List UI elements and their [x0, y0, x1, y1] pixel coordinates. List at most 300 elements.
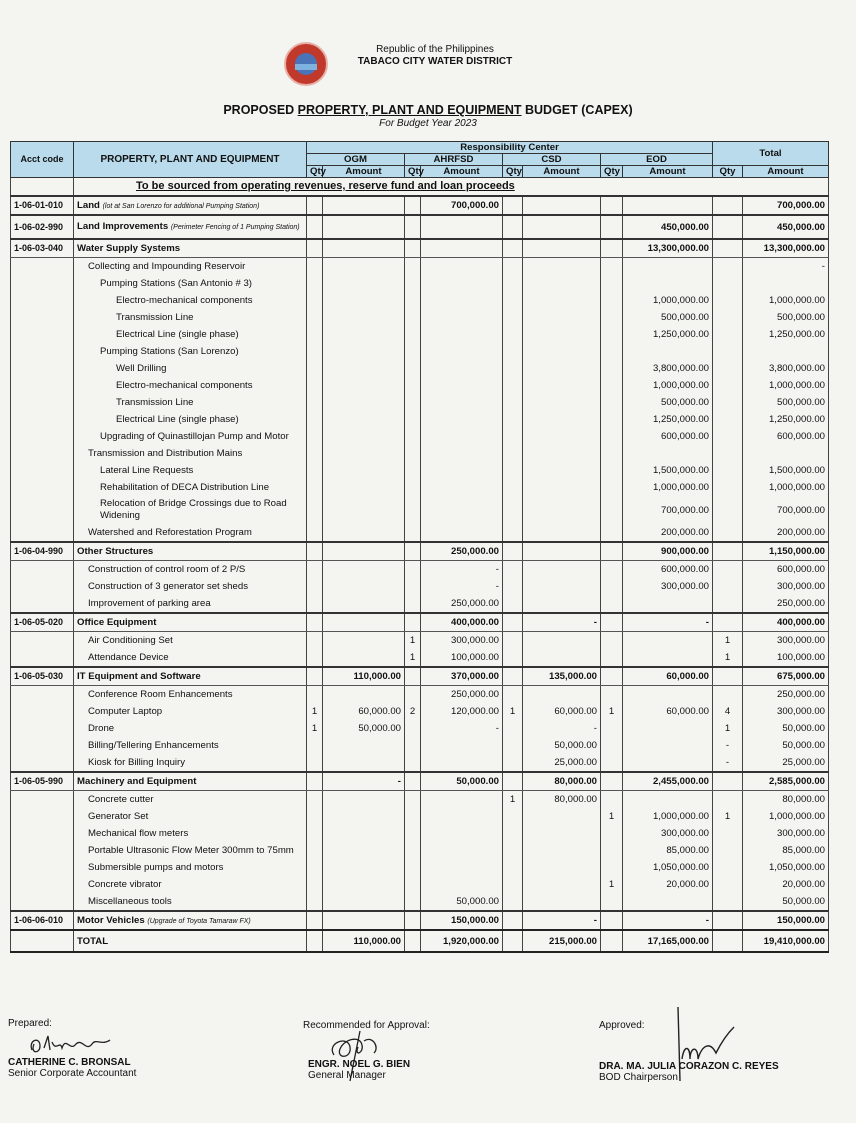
qty-cell: [307, 196, 323, 215]
qty-cell: [503, 772, 523, 791]
amount-cell: 13,300,000.00: [623, 239, 713, 258]
line-item-row: [11, 343, 829, 360]
qty-cell: [503, 496, 523, 524]
line-item-row: [11, 595, 829, 613]
qty-cell: [503, 632, 523, 650]
amount-cell: [623, 595, 713, 613]
amount-cell: [421, 326, 503, 343]
qty-cell: 1: [713, 649, 743, 667]
qty-cell: [405, 561, 421, 579]
qty-cell: [405, 496, 421, 524]
line-item-row: [11, 309, 829, 326]
qty-cell: [503, 667, 523, 686]
qty-cell: [713, 825, 743, 842]
account-code: [11, 479, 74, 496]
amount-cell: 200,000.00: [623, 524, 713, 542]
qty-cell: [405, 360, 421, 377]
line-item-row: [11, 496, 829, 524]
qty-cell: [713, 842, 743, 859]
qty-cell: [713, 196, 743, 215]
amount-cell: 1,000,000.00: [623, 377, 713, 394]
org-name: TABACO CITY WATER DISTRICT: [357, 56, 513, 67]
approved-position: BOD Chairperson: [599, 1072, 678, 1083]
amount-cell: 50,000.00: [743, 737, 829, 754]
account-code: [11, 876, 74, 893]
qty-cell: [713, 428, 743, 445]
qty-cell: [601, 772, 623, 791]
qty-cell: [405, 667, 421, 686]
item-name: Portable Ultrasonic Flow Meter 300mm to 75mm: [74, 842, 307, 859]
amount-cell: [523, 239, 601, 258]
qty-cell: [503, 542, 523, 561]
qty-cell: [405, 258, 421, 276]
qty-cell: [601, 825, 623, 842]
qty-cell: [713, 275, 743, 292]
amount-cell: 675,000.00: [743, 667, 829, 686]
qty-cell: [405, 239, 421, 258]
amount-cell: [323, 360, 405, 377]
amount-cell: 300,000.00: [743, 578, 829, 595]
approved-signatory: [599, 1061, 779, 1083]
qty-cell: 1: [601, 876, 623, 893]
qty-cell: [307, 561, 323, 579]
amount-cell: [421, 445, 503, 462]
qty-cell: [307, 578, 323, 595]
qty-cell: [307, 343, 323, 360]
qty-cell: [307, 524, 323, 542]
category-name: Office Equipment: [77, 617, 157, 628]
amount-cell: [623, 737, 713, 754]
qty-cell: [601, 275, 623, 292]
qty-cell: [601, 462, 623, 479]
qty-cell: [307, 613, 323, 632]
amount-cell: 500,000.00: [743, 394, 829, 411]
line-item-row: [11, 720, 829, 737]
amount-cell: [421, 737, 503, 754]
qty-cell: [601, 613, 623, 632]
qty-cell: [307, 445, 323, 462]
amount-cell: [523, 595, 601, 613]
amount-cell: [421, 428, 503, 445]
amount-cell: [421, 292, 503, 309]
qty-cell: 2: [405, 703, 421, 720]
amount-cell: 60,000.00: [623, 667, 713, 686]
qty-cell: [503, 524, 523, 542]
qty-cell: 1: [307, 703, 323, 720]
document-subtitle: For Budget Year 2023: [379, 118, 477, 129]
funding-source-text: To be sourced from operating revenues, reserve fund and loan proceeds: [136, 180, 515, 192]
qty-cell: [405, 911, 421, 930]
qty-cell: [601, 479, 623, 496]
amount-cell: [523, 578, 601, 595]
qty-cell: [405, 309, 421, 326]
amount-cell: [421, 462, 503, 479]
amount-cell: 1,000,000.00: [743, 808, 829, 825]
line-item-row: [11, 703, 829, 720]
amount-cell: [523, 462, 601, 479]
qty-cell: [405, 524, 421, 542]
line-item-row: [11, 876, 829, 893]
item-name: Concrete vibrator: [74, 876, 307, 893]
qty-cell: [503, 258, 523, 276]
amount-cell: [523, 292, 601, 309]
amount-cell: [323, 428, 405, 445]
line-item-row: [11, 445, 829, 462]
account-code: [11, 462, 74, 479]
qty-cell: [307, 275, 323, 292]
qty-cell: [405, 772, 421, 791]
qty-cell: 1: [713, 720, 743, 737]
header-amount: Amount: [523, 166, 601, 178]
total-amount-cell: 1,920,000.00: [421, 930, 503, 952]
amount-cell: 250,000.00: [743, 595, 829, 613]
amount-cell: [323, 394, 405, 411]
amount-cell: [323, 462, 405, 479]
amount-cell: [323, 842, 405, 859]
qty-cell: [307, 542, 323, 561]
amount-cell: 700,000.00: [623, 496, 713, 524]
qty-cell: [503, 479, 523, 496]
category-row: [11, 772, 829, 791]
total-amount-cell: 215,000.00: [523, 930, 601, 952]
qty-cell: [601, 411, 623, 428]
qty-cell: [601, 911, 623, 930]
qty-cell: [503, 239, 523, 258]
qty-cell: [601, 842, 623, 859]
amount-cell: [623, 196, 713, 215]
amount-cell: 50,000.00: [743, 720, 829, 737]
amount-cell: 1,000,000.00: [623, 808, 713, 825]
item-name: Pumping Stations (San Lorenzo): [74, 343, 307, 360]
qty-cell: [713, 578, 743, 595]
amount-cell: [323, 215, 405, 239]
capex-table: [10, 141, 829, 953]
qty-cell: [601, 445, 623, 462]
amount-cell: 2,455,000.00: [623, 772, 713, 791]
amount-cell: [323, 326, 405, 343]
header-amount: Amount: [421, 166, 503, 178]
qty-cell: [713, 239, 743, 258]
qty-cell: [713, 258, 743, 276]
item-name: Transmission and Distribution Mains: [74, 445, 307, 462]
qty-cell: [601, 859, 623, 876]
amount-cell: [323, 309, 405, 326]
qty-cell: [307, 215, 323, 239]
amount-cell: [421, 808, 503, 825]
qty-cell: [503, 842, 523, 859]
qty-cell: [601, 215, 623, 239]
category-note: (lot at San Lorenzo for additional Pumping Station): [102, 202, 260, 210]
qty-cell: [307, 772, 323, 791]
qty-cell: [405, 275, 421, 292]
amount-cell: [523, 859, 601, 876]
amount-cell: -: [421, 720, 503, 737]
amount-cell: [523, 445, 601, 462]
amount-cell: 50,000.00: [523, 737, 601, 754]
category-row: [11, 613, 829, 632]
amount-cell: 1,250,000.00: [623, 326, 713, 343]
qty-cell: [601, 196, 623, 215]
prepared-signatory: [8, 1057, 136, 1079]
amount-cell: [523, 808, 601, 825]
qty-cell: [503, 343, 523, 360]
approved-name: DRA. MA. JULIA CORAZON C. REYES: [599, 1061, 779, 1072]
qty-cell: [503, 720, 523, 737]
amount-cell: 60,000.00: [523, 703, 601, 720]
account-code: [11, 842, 74, 859]
amount-cell: [523, 542, 601, 561]
amount-cell: [421, 360, 503, 377]
account-code: [11, 737, 74, 754]
qty-cell: [601, 578, 623, 595]
amount-cell: [323, 445, 405, 462]
amount-cell: 20,000.00: [623, 876, 713, 893]
qty-cell: [405, 377, 421, 394]
amount-cell: [623, 343, 713, 360]
qty-cell: [713, 343, 743, 360]
qty-cell: [405, 479, 421, 496]
amount-cell: 150,000.00: [421, 911, 503, 930]
document-title: [0, 103, 856, 117]
amount-cell: [623, 686, 713, 704]
amount-cell: [623, 445, 713, 462]
prepared-name: CATHERINE C. BRONSAL: [8, 1057, 131, 1068]
amount-cell: [323, 258, 405, 276]
header-center-ogm: OGM: [307, 154, 405, 166]
amount-cell: [523, 649, 601, 667]
qty-cell: [713, 360, 743, 377]
amount-cell: [523, 377, 601, 394]
line-item-row: [11, 360, 829, 377]
qty-cell: [307, 479, 323, 496]
line-item-row: [11, 275, 829, 292]
amount-cell: [623, 720, 713, 737]
amount-cell: 300,000.00: [623, 578, 713, 595]
amount-cell: 60,000.00: [623, 703, 713, 720]
amount-cell: [323, 649, 405, 667]
amount-cell: [421, 394, 503, 411]
line-item-row: [11, 411, 829, 428]
qty-cell: [405, 215, 421, 239]
qty-cell: [405, 842, 421, 859]
account-code: [11, 649, 74, 667]
amount-cell: [323, 496, 405, 524]
qty-cell: [713, 876, 743, 893]
item-name: Relocation of Bridge Crossings due to Road Widening: [74, 496, 307, 524]
category-note: (Upgrade of Toyota Tamaraw FX): [147, 917, 251, 925]
qty-cell: [713, 215, 743, 239]
amount-cell: 1,050,000.00: [623, 859, 713, 876]
qty-cell: [503, 737, 523, 754]
qty-cell: [713, 462, 743, 479]
line-item-row: [11, 632, 829, 650]
qty-cell: [601, 360, 623, 377]
document-header: [0, 38, 856, 88]
account-code: 1-06-02-990: [11, 215, 74, 239]
qty-cell: [503, 613, 523, 632]
qty-cell: [307, 859, 323, 876]
qty-cell: [405, 825, 421, 842]
amount-cell: 1,000,000.00: [743, 479, 829, 496]
amount-cell: [323, 893, 405, 911]
amount-cell: 200,000.00: [743, 524, 829, 542]
account-code: [11, 632, 74, 650]
amount-cell: [523, 360, 601, 377]
amount-cell: [523, 561, 601, 579]
account-code: [11, 808, 74, 825]
item-name: Upgrading of Quinastillojan Pump and Motor: [74, 428, 307, 445]
amount-cell: -: [523, 720, 601, 737]
total-qty-cell: [601, 930, 623, 952]
recommended-signatory: [308, 1059, 410, 1081]
header-qty: Qty: [307, 166, 323, 178]
header-acct-code: Acct code: [11, 142, 74, 178]
account-code: [11, 825, 74, 842]
account-code: 1-06-03-040: [11, 239, 74, 258]
qty-cell: [405, 808, 421, 825]
category-row: [11, 911, 829, 930]
total-qty-cell: [503, 930, 523, 952]
amount-cell: [323, 737, 405, 754]
amount-cell: -: [323, 772, 405, 791]
line-item-row: [11, 326, 829, 343]
category-row: [11, 239, 829, 258]
amount-cell: [421, 754, 503, 772]
qty-cell: [601, 292, 623, 309]
recommended-label: Recommended for Approval:: [303, 1020, 430, 1031]
amount-cell: 400,000.00: [743, 613, 829, 632]
qty-cell: [405, 292, 421, 309]
amount-cell: 300,000.00: [743, 632, 829, 650]
qty-cell: 1: [601, 808, 623, 825]
qty-cell: [307, 825, 323, 842]
amount-cell: [323, 825, 405, 842]
amount-cell: 1,050,000.00: [743, 859, 829, 876]
category-row: [11, 542, 829, 561]
qty-cell: [503, 462, 523, 479]
amount-cell: [743, 343, 829, 360]
qty-cell: [713, 445, 743, 462]
qty-cell: [405, 462, 421, 479]
line-item-row: [11, 428, 829, 445]
amount-cell: [523, 428, 601, 445]
amount-cell: [323, 791, 405, 809]
line-item-row: [11, 754, 829, 772]
qty-cell: -: [713, 754, 743, 772]
total-row: [11, 930, 829, 952]
amount-cell: 900,000.00: [623, 542, 713, 561]
item-name: Pumping Stations (San Antonio # 3): [74, 275, 307, 292]
amount-cell: [523, 496, 601, 524]
total-qty-cell: [405, 930, 421, 952]
qty-cell: [601, 893, 623, 911]
amount-cell: 2,585,000.00: [743, 772, 829, 791]
qty-cell: [307, 239, 323, 258]
line-item-row: [11, 578, 829, 595]
account-code: [11, 496, 74, 524]
amount-cell: [323, 859, 405, 876]
account-code: [11, 791, 74, 809]
amount-cell: [523, 632, 601, 650]
amount-cell: 50,000.00: [421, 772, 503, 791]
amount-cell: [743, 275, 829, 292]
amount-cell: -: [623, 613, 713, 632]
amount-cell: -: [421, 578, 503, 595]
category-row: [11, 196, 829, 215]
amount-cell: 450,000.00: [623, 215, 713, 239]
qty-cell: [601, 667, 623, 686]
amount-cell: [623, 893, 713, 911]
item-name: Construction of 3 generator set sheds: [74, 578, 307, 595]
total-qty-cell: [307, 930, 323, 952]
qty-cell: [503, 649, 523, 667]
line-item-row: [11, 842, 829, 859]
qty-cell: 1: [307, 720, 323, 737]
amount-cell: [323, 578, 405, 595]
amount-cell: [323, 613, 405, 632]
title-suffix: BUDGET (CAPEX): [521, 103, 633, 117]
qty-cell: [307, 791, 323, 809]
qty-cell: [503, 360, 523, 377]
qty-cell: [405, 893, 421, 911]
amount-cell: 500,000.00: [623, 394, 713, 411]
amount-cell: [421, 411, 503, 428]
amount-cell: [421, 876, 503, 893]
amount-cell: 1,000,000.00: [623, 292, 713, 309]
amount-cell: 80,000.00: [523, 772, 601, 791]
amount-cell: [523, 394, 601, 411]
amount-cell: 20,000.00: [743, 876, 829, 893]
qty-cell: [307, 394, 323, 411]
qty-cell: [713, 394, 743, 411]
qty-cell: [405, 613, 421, 632]
qty-cell: [307, 842, 323, 859]
amount-cell: 3,800,000.00: [743, 360, 829, 377]
qty-cell: [713, 911, 743, 930]
qty-cell: [503, 394, 523, 411]
total-amount-cell: 110,000.00: [323, 930, 405, 952]
qty-cell: [601, 595, 623, 613]
amount-cell: [323, 239, 405, 258]
amount-cell: [523, 686, 601, 704]
amount-cell: 500,000.00: [743, 309, 829, 326]
amount-cell: 700,000.00: [743, 196, 829, 215]
qty-cell: [307, 411, 323, 428]
amount-cell: [743, 445, 829, 462]
amount-cell: 1,000,000.00: [623, 479, 713, 496]
item-name: Attendance Device: [74, 649, 307, 667]
account-code: [11, 360, 74, 377]
item-name: Electro-mechanical components: [74, 377, 307, 394]
qty-cell: [601, 561, 623, 579]
account-code: [11, 275, 74, 292]
amount-cell: 700,000.00: [421, 196, 503, 215]
qty-cell: [307, 377, 323, 394]
amount-cell: 300,000.00: [623, 825, 713, 842]
account-code: [11, 578, 74, 595]
qty-cell: [307, 632, 323, 650]
item-name: Conference Room Enhancements: [74, 686, 307, 704]
item-name: Generator Set: [74, 808, 307, 825]
account-code: [11, 561, 74, 579]
qty-cell: 4: [713, 703, 743, 720]
line-item-row: [11, 561, 829, 579]
qty-cell: 1: [405, 649, 421, 667]
amount-cell: [323, 377, 405, 394]
amount-cell: [523, 343, 601, 360]
qty-cell: [307, 292, 323, 309]
account-code: [11, 292, 74, 309]
